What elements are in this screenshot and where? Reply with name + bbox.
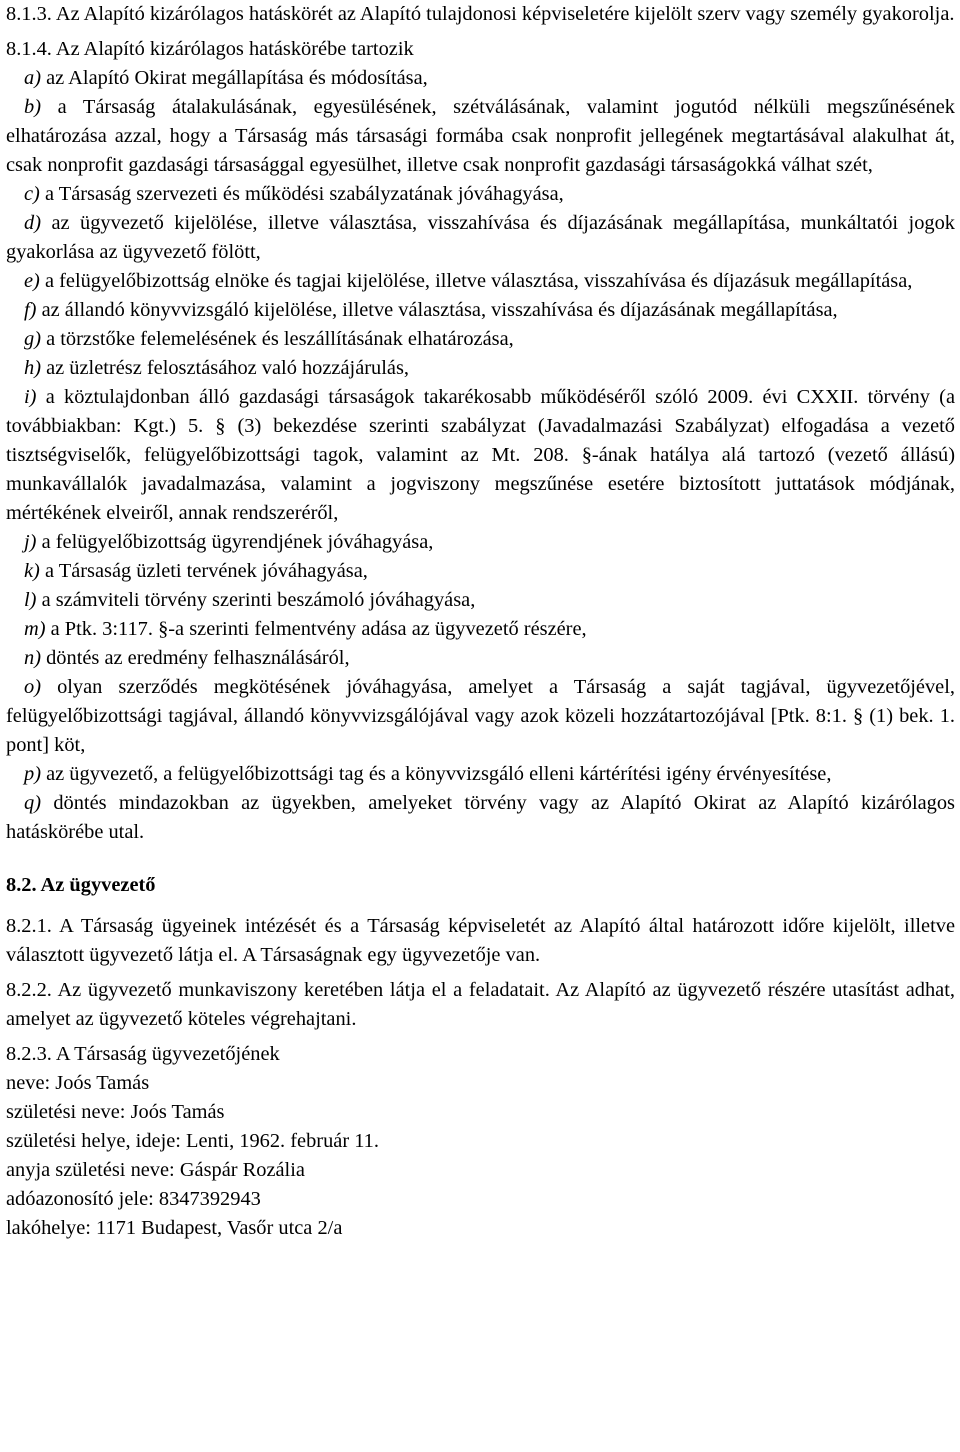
detail-mother-name: anyja születési neve: Gáspár Rozália bbox=[6, 1159, 305, 1181]
item-label: b) bbox=[24, 96, 41, 118]
list-item bbox=[6, 354, 955, 383]
item-text: a Társaság szervezeti és működési szabályzatának jóváhagyása, bbox=[44, 183, 564, 205]
item-text: a Társaság üzleti tervének jóváhagyása, bbox=[44, 560, 368, 582]
list-item bbox=[6, 673, 955, 760]
item-label: c) bbox=[24, 183, 40, 205]
item-label: o) bbox=[24, 676, 41, 698]
paragraph-8-2-2: 8.2.2. Az ügyvezető munkaviszony keretében látja el a feladatait. Az Alapító az ügyvezető részére utasítást adhat, amelyet az ügyvezető köteles végrehajtani. bbox=[6, 979, 955, 1030]
item-text: a köztulajdonban álló gazdasági társaságok takarékosabb működéséről szóló 2009. évi CXXII. törvény (a továbbiakban: Kgt.) 5. § (3) bekezdése szerinti szabályzat (Javadalmazási Szabályzat) elfogadása a vezető tisztségviselők, felügyelőbizottsági tagok, valamint az Mt. 208. §-ának hatálya alá tartozó (vezető állású) munkavállalók javadalmazása, valamint a jogviszony megszűnése esetére biztosított juttatások módjának, mértékének elveiről, annak rendszeréről, bbox=[6, 386, 955, 524]
list-item bbox=[6, 383, 955, 528]
list-item bbox=[6, 180, 955, 209]
list-item bbox=[6, 267, 955, 296]
item-text: döntés mindazokban az ügyekben, amelyeket törvény vagy az Alapító Okirat az Alapító kizárólagos hatáskörébe utal. bbox=[6, 792, 955, 843]
list-item bbox=[6, 760, 955, 789]
item-label: g) bbox=[24, 328, 41, 350]
detail-name: neve: Joós Tamás bbox=[6, 1072, 150, 1094]
list-item bbox=[6, 615, 955, 644]
item-text: a számviteli törvény szerinti beszámoló jóváhagyása, bbox=[41, 589, 476, 611]
item-text: az üzletrész felosztásához való hozzájárulás, bbox=[46, 357, 409, 379]
detail-address: lakóhelye: 1171 Budapest, Vasőr utca 2/a bbox=[6, 1217, 343, 1239]
item-label: d) bbox=[24, 212, 41, 234]
paragraph-8-2-1: 8.2.1. A Társaság ügyeinek intézését és a Társaság képviseletét az Alapító által határozott időre kijelölt, illetve választott ügyvezető látja el. A Társaságnak egy ügyvezetője van. bbox=[6, 915, 955, 966]
item-text: olyan szerződés megkötésének jóváhagyása, amelyet a Társaság a saját tagjával, ügyvezetőjével, felügyelőbizottsági tagjával, állandó könyvvizsgálójával vagy azok közeli hozzátartozójával [Ptk. 8:1. § (1) bek. 1. pont] köt, bbox=[6, 676, 955, 756]
document-page bbox=[6, 0, 955, 1243]
item-label: j) bbox=[24, 531, 37, 553]
list-item bbox=[6, 557, 955, 586]
item-label: l) bbox=[24, 589, 37, 611]
item-text: döntés az eredmény felhasználásáról, bbox=[46, 647, 350, 669]
item-label: q) bbox=[24, 792, 41, 814]
item-label: a) bbox=[24, 67, 41, 89]
list-item bbox=[6, 789, 955, 847]
item-label: h) bbox=[24, 357, 41, 379]
list-item bbox=[6, 296, 955, 325]
item-text: az állandó könyvvizsgáló kijelölése, illetve választása, visszahívása és díjazásának megállapítása, bbox=[41, 299, 838, 321]
item-text: a Ptk. 3:117. §-a szerinti felmentvény adása az ügyvezető részére, bbox=[50, 618, 587, 640]
paragraph-8-1-3: 8.1.3. Az Alapító kizárólagos hatáskörét az Alapító tulajdonosi képviseletére kijelölt szerv vagy személy gyakorolja. bbox=[6, 3, 955, 25]
item-label: k) bbox=[24, 560, 40, 582]
item-label: e) bbox=[24, 270, 40, 292]
item-text: az ügyvezető, a felügyelőbizottsági tag és a könyvvizsgáló elleni kártérítési igény érvényesítése, bbox=[46, 763, 832, 785]
detail-birth-place-date: születési helye, ideje: Lenti, 1962. február 11. bbox=[6, 1130, 379, 1152]
list-item bbox=[6, 209, 955, 267]
list-item bbox=[6, 325, 955, 354]
item-text: a felügyelőbizottság elnöke és tagjai kijelölése, illetve választása, visszahívása és díjazásuk megállapítása, bbox=[44, 270, 913, 292]
item-label: p) bbox=[24, 763, 41, 785]
item-label: f) bbox=[24, 299, 37, 321]
detail-tax-id: adóazonosító jele: 8347392943 bbox=[6, 1188, 261, 1210]
item-text: a törzstőke felemelésének és leszállításának elhatározása, bbox=[46, 328, 514, 350]
paragraph-8-2-3: 8.2.3. A Társaság ügyvezetőjének bbox=[6, 1043, 280, 1065]
list-item bbox=[6, 644, 955, 673]
item-label: i) bbox=[24, 386, 37, 408]
paragraph-8-1-4: 8.1.4. Az Alapító kizárólagos hatáskörébe tartozik bbox=[6, 38, 414, 60]
item-text: az ügyvezető kijelölése, illetve választása, visszahívása és díjazásának megállapítása, munkáltatói jogok gyakorlása az ügyvezető fölött, bbox=[6, 212, 955, 263]
item-text: a felügyelőbizottság ügyrendjének jóváhagyása, bbox=[41, 531, 434, 553]
item-text: a Társaság átalakulásának, egyesülésének, szétválásának, valamint jogutód nélküli megszűnésének elhatározása azzal, hogy a Társaság más társasági formába csak nonprofit jellegének megtartásával alakulhat át, csak nonprofit gazdasági társasággal egyesülhet, illetve csak nonprofit gazdasági társaságokká válhat szét, bbox=[6, 96, 955, 176]
list-item bbox=[6, 93, 955, 180]
item-text: az Alapító Okirat megállapítása és módosítása, bbox=[46, 67, 428, 89]
list-item bbox=[6, 586, 955, 615]
list-item bbox=[6, 64, 955, 93]
item-label: m) bbox=[24, 618, 46, 640]
list-item bbox=[6, 528, 955, 557]
detail-birth-name: születési neve: Joós Tamás bbox=[6, 1101, 225, 1123]
manager-details bbox=[6, 1069, 955, 1243]
item-label: n) bbox=[24, 647, 41, 669]
section-heading-8-2: 8.2. Az ügyvezető bbox=[6, 874, 156, 896]
competence-list bbox=[6, 64, 955, 847]
